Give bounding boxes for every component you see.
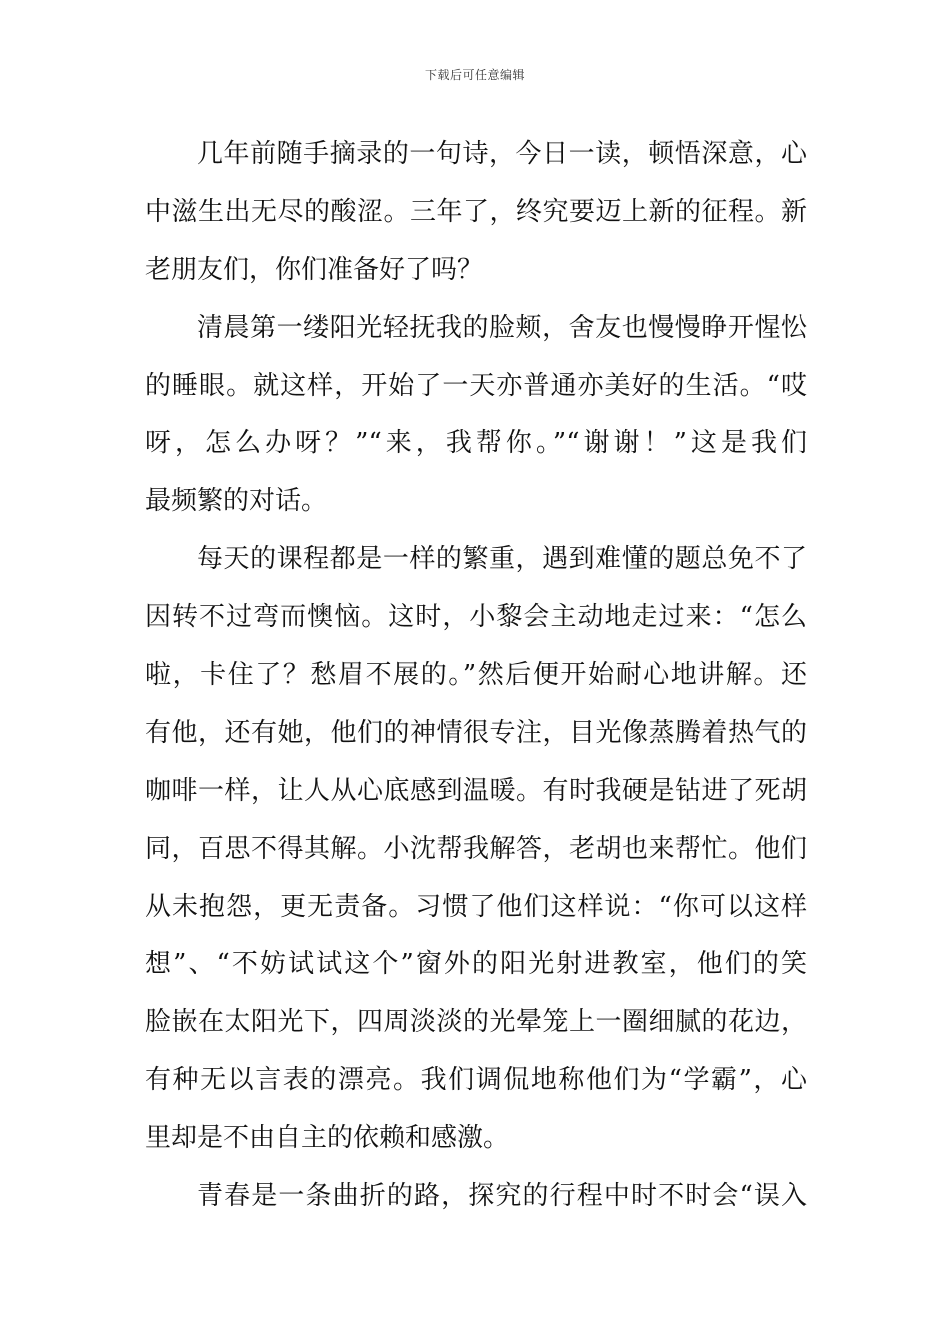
paragraph-4 — [145, 1168, 807, 1226]
text-line: 几年前随手摘录的一句诗，今日一读，顿悟深意，心 — [197, 139, 807, 169]
text-line: 的睡眼。就这样，开始了一天亦普通亦美好的生活。“哎 — [145, 370, 807, 401]
text-line: 有他，还有她，他们的神情很专注，目光像蒸腾着热气的 — [145, 717, 807, 748]
text-line: 里却是不由自主的依赖和感激。 — [145, 1123, 510, 1154]
text-line: 咖啡一样，让人从心底感到温暖。有时我硬是钻进了死胡 — [145, 775, 807, 806]
text-line: 青春是一条曲折的路，探究的行程中时不时会“误入 — [197, 1181, 807, 1212]
document-body — [145, 126, 807, 1226]
paragraph-1 — [145, 126, 807, 300]
text-line: 脸嵌在太阳光下，四周淡淡的光晕笼上一圈细腻的花边， — [145, 1007, 807, 1038]
text-line: 清晨第一缕阳光轻抚我的脸颊，舍友也慢慢睁开惺忪 — [197, 312, 807, 343]
text-line: 老朋友们，你们准备好了吗？ — [145, 254, 484, 285]
text-line: 有种无以言表的漂亮。我们调侃地称他们为“学霸”，心 — [145, 1065, 807, 1096]
text-line: 中滋生出无尽的酸涩。三年了，终究要迈上新的征程。新 — [145, 196, 807, 227]
text-line: 呀，怎么办呀？”“来，我帮你。”“谢谢！”这是我们 — [145, 428, 807, 459]
text-line: 因转不过弯而懊恼。这时，小黎会主动地走过来：“怎么 — [145, 602, 807, 633]
page-header-note: 下载后可任意编辑 — [424, 68, 525, 82]
text-line: 从未抱怨，更无责备。习惯了他们这样说：“你可以这样 — [145, 891, 807, 922]
paragraph-2 — [145, 300, 807, 532]
text-line: 同，百思不得其解。小沈帮我解答，老胡也来帮忙。他们 — [145, 833, 807, 864]
text-line: 想”、“不妨试试这个”窗外的阳光射进教室，他们的笑 — [145, 949, 807, 980]
text-line: 最频繁的对话。 — [145, 486, 328, 517]
text-line: 啦，卡住了？愁眉不展的。”然后便开始耐心地讲解。还 — [145, 660, 807, 691]
text-line: 每天的课程都是一样的繁重，遇到难懂的题总免不了 — [197, 544, 807, 575]
paragraph-3 — [145, 531, 807, 1168]
